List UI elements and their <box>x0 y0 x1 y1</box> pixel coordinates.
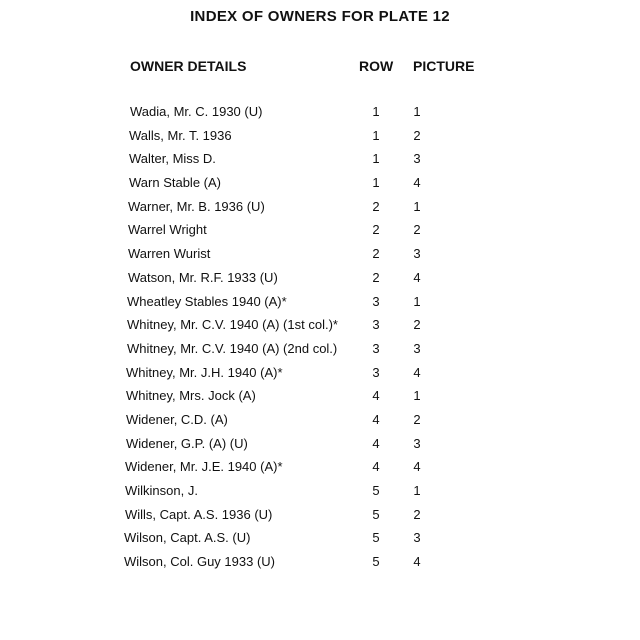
owner-name: Whitney, Mr. C.V. 1940 (A) (1st col.)* <box>127 317 338 333</box>
picture-number: 1 <box>413 483 421 498</box>
owner-name: Wilson, Col. Guy 1933 (U) <box>124 554 275 570</box>
row-header: ROW <box>359 58 394 74</box>
list-item <box>0 436 640 460</box>
owner-name: Whitney, Mr. J.H. 1940 (A)* <box>126 364 283 380</box>
picture-number: 4 <box>413 269 421 285</box>
owner-name: Whitney, Mrs. Jock (A) <box>126 388 256 404</box>
owner-name: Widener, C.D. (A) <box>126 411 228 427</box>
owner-name: Widener, Mr. J.E. 1940 (A)* <box>125 459 283 475</box>
owner-name: Warrel Wright <box>128 222 207 238</box>
owner-name: Wheatley Stables 1940 (A)* <box>127 293 287 309</box>
list-item <box>0 151 640 175</box>
list-item <box>0 270 640 294</box>
row-number: 3 <box>372 364 380 380</box>
owner-name: Wilson, Capt. A.S. (U) <box>124 530 251 546</box>
owner-name: Walter, Miss D. <box>129 151 216 167</box>
picture-number: 2 <box>413 317 421 333</box>
picture-number: 3 <box>413 151 421 167</box>
picture-number: 1 <box>413 293 421 309</box>
list-item <box>0 554 640 578</box>
list-item <box>0 246 640 270</box>
picture-number: 3 <box>413 246 421 262</box>
picture-number: 4 <box>413 364 421 380</box>
list-item <box>0 483 640 507</box>
picture-number: 1 <box>413 388 421 404</box>
picture-number: 2 <box>413 506 421 522</box>
list-item <box>0 199 640 223</box>
picture-number: 3 <box>413 530 421 546</box>
row-number: 3 <box>372 340 380 356</box>
picture-number: 4 <box>413 554 421 570</box>
owner-details-header: OWNER DETAILS <box>130 58 247 74</box>
picture-number: 3 <box>413 340 421 356</box>
row-number: 1 <box>372 175 380 191</box>
row-number: 2 <box>372 246 380 262</box>
owner-name: Wadia, Mr. C. 1930 (U) <box>130 104 263 119</box>
row-number: 4 <box>372 459 380 475</box>
list-item <box>0 459 640 483</box>
list-item <box>0 317 640 341</box>
list-item <box>0 222 640 246</box>
table-header <box>0 58 640 78</box>
row-number: 5 <box>372 506 380 522</box>
row-number: 4 <box>372 435 380 451</box>
list-item <box>0 507 640 531</box>
list-item <box>0 530 640 554</box>
owner-name: Watson, Mr. R.F. 1933 (U) <box>128 269 278 285</box>
owner-name: Warren Wurist <box>128 246 211 262</box>
list-item <box>0 104 640 128</box>
picture-number: 2 <box>413 127 421 143</box>
row-number: 1 <box>372 127 380 143</box>
row-number: 5 <box>372 530 380 546</box>
row-number: 5 <box>372 483 380 498</box>
row-number: 5 <box>372 554 380 570</box>
row-number: 4 <box>372 388 380 404</box>
row-number: 4 <box>372 411 380 427</box>
picture-number: 2 <box>413 411 421 427</box>
row-number: 2 <box>372 222 380 238</box>
list-item <box>0 341 640 365</box>
owner-name: Wills, Capt. A.S. 1936 (U) <box>125 506 273 522</box>
list-item <box>0 388 640 412</box>
owner-name: Walls, Mr. T. 1936 <box>129 127 232 143</box>
list-item <box>0 294 640 318</box>
row-number: 3 <box>372 317 380 333</box>
owner-list <box>0 104 640 578</box>
row-number: 1 <box>372 151 380 167</box>
row-number: 2 <box>372 269 380 285</box>
picture-number: 4 <box>413 175 421 191</box>
page-title: INDEX OF OWNERS FOR PLATE 12 <box>190 8 450 25</box>
owner-name: Wilkinson, J. <box>125 483 198 498</box>
list-item <box>0 412 640 436</box>
list-item <box>0 128 640 152</box>
row-number: 1 <box>372 104 380 119</box>
picture-number: 4 <box>413 459 421 475</box>
row-number: 2 <box>372 198 380 214</box>
list-item <box>0 175 640 199</box>
list-item <box>0 365 640 389</box>
picture-number: 3 <box>413 435 421 451</box>
owner-name: Warner, Mr. B. 1936 (U) <box>128 198 265 214</box>
row-number: 3 <box>372 293 380 309</box>
picture-number: 1 <box>413 104 421 119</box>
picture-header: PICTURE <box>413 58 475 74</box>
owner-name: Widener, G.P. (A) (U) <box>126 435 248 451</box>
picture-number: 1 <box>413 198 421 214</box>
picture-number: 2 <box>413 222 421 238</box>
owner-name: Whitney, Mr. C.V. 1940 (A) (2nd col.) <box>127 340 338 356</box>
owner-name: Warn Stable (A) <box>129 175 221 191</box>
